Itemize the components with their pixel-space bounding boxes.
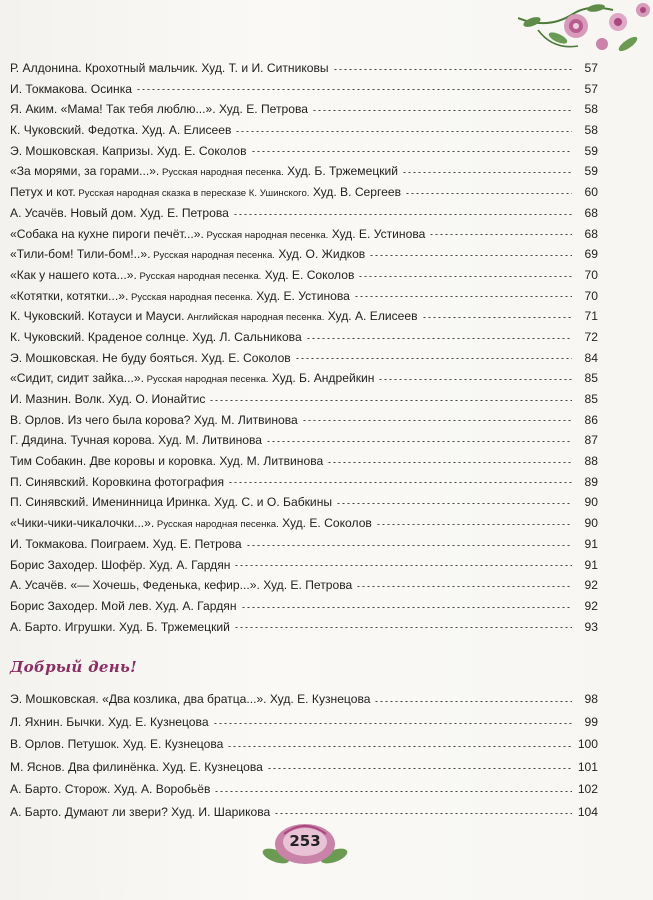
dot-leader	[354, 296, 572, 297]
toc-entry-genre: Русская народная сказка в пересказе К. Ушинского.	[75, 188, 310, 200]
toc-entry-page: 90	[584, 495, 598, 510]
page-number: 253	[289, 832, 321, 850]
toc-entry-page: 86	[584, 412, 598, 427]
toc-entry-page: 87	[584, 433, 598, 448]
toc-entry-title: «Собака на кухне пироги печёт...». Русская народная песенка. Худ. Е. Устинова	[10, 226, 426, 241]
toc-entry-title: Р. Алдонина. Крохотный мальчик. Худ. Т. и И. Ситниковы	[10, 61, 329, 75]
toc-entry-page: 93	[584, 619, 598, 634]
dot-leader	[234, 627, 572, 628]
toc-entry-page: 69	[584, 247, 598, 262]
toc-entry	[10, 430, 598, 451]
toc-entry-page: 68	[584, 205, 598, 220]
dot-leader	[246, 545, 572, 546]
toc-entry-genre: Русская народная песенка.	[154, 519, 279, 531]
toc-entry-page: 58	[584, 102, 598, 117]
toc-entry-page: 71	[584, 309, 598, 324]
toc-entry	[10, 596, 598, 617]
toc-entry-title: «За морями, за горами...». Русская народная песенка. Худ. Б. Тржемецкий	[10, 164, 399, 179]
toc-entry-title: «Как у нашего кота...». Русская народная песенка. Худ. Е. Соколов	[10, 267, 355, 282]
toc-entry-title: И. Токмакова. Поиграем. Худ. Е. Петрова	[10, 536, 242, 551]
dot-leader	[302, 420, 572, 421]
toc-entry-title: А. Барто. Думают ли звери? Худ. И. Шарикова	[10, 804, 271, 819]
toc-entry-title: А. Барто. Игрушки. Худ. Б. Тржемецкий	[10, 619, 230, 634]
toc-entry-page: 104	[577, 804, 598, 819]
dot-leader	[214, 791, 572, 792]
toc-entry	[10, 410, 598, 431]
toc-entry-page: 99	[584, 714, 598, 729]
toc-entry-title: А. Барто. Сторож. Худ. А. Воробьёв	[10, 782, 211, 796]
toc-entry-title: А. Усачёв. «— Хочешь, Феденька, кефир...». Худ. Е. Петрова	[10, 578, 353, 593]
toc-entry-page: 57	[584, 61, 598, 75]
dot-leader	[402, 172, 572, 173]
toc-entry-page: 101	[577, 759, 598, 774]
toc-entry-page: 60	[584, 185, 598, 200]
dot-leader	[274, 813, 572, 814]
toc-entry-title: И. Токмакова. Осинка	[10, 81, 132, 96]
toc-entry-title: К. Чуковский. Федотка. Худ. А. Елисеев	[10, 123, 232, 138]
toc-entry-title: К. Чуковский. Краденое солнце. Худ. Л. Сальникова	[10, 329, 302, 344]
toc-entry	[10, 203, 598, 224]
toc-entry-page: 70	[584, 288, 598, 303]
toc-entry	[10, 348, 598, 369]
dot-leader	[358, 276, 572, 277]
toc-entry-title: П. Синявский. Именинница Иринка. Худ. С. и О. Бабкины	[10, 495, 333, 510]
toc-entry	[10, 58, 598, 79]
toc-entry	[10, 306, 598, 327]
dot-leader	[429, 234, 572, 235]
toc-entry-genre: Русская народная песенка.	[136, 270, 262, 282]
dot-leader	[295, 358, 572, 359]
toc-entry-title: Тим Собакин. Две коровы и коровка. Худ. М. Литвинова	[10, 454, 324, 469]
toc-entry-page: 92	[584, 578, 598, 593]
dot-leader	[333, 69, 572, 70]
dot-leader	[228, 482, 572, 483]
dot-leader	[251, 151, 572, 152]
toc-entry	[10, 265, 598, 286]
toc-entry	[10, 79, 598, 100]
toc-entry-page: 58	[584, 123, 598, 138]
dot-leader	[136, 89, 572, 90]
toc-entry-page: 59	[584, 164, 598, 179]
toc-entry-page: 70	[584, 267, 598, 282]
toc-entry-title: Я. Аким. «Мама! Так тебя люблю...». Худ. Е. Петрова	[10, 102, 309, 117]
toc-entry-genre: Русская народная песенка.	[203, 229, 329, 241]
dot-leader	[356, 586, 572, 587]
dot-leader	[233, 214, 572, 215]
toc-entry	[10, 801, 598, 824]
toc-entry-title: Г. Дядина. Тучная корова. Худ. М. Литвинова	[10, 433, 263, 448]
dot-leader	[266, 441, 572, 442]
toc-entry	[10, 492, 598, 513]
toc-entry-genre: Русская народная песенка.	[159, 167, 284, 179]
toc-entry	[10, 778, 598, 801]
toc-entry	[10, 617, 598, 638]
toc-entry-page: 85	[584, 392, 598, 406]
toc-entry-page: 92	[584, 598, 598, 613]
dot-leader	[312, 110, 572, 111]
toc-entry	[10, 161, 598, 182]
toc-entry	[10, 286, 598, 307]
dot-leader	[235, 131, 572, 132]
toc-entry	[10, 244, 598, 265]
toc-entry-title: А. Усачёв. Новый дом. Худ. Е. Петрова	[10, 205, 229, 220]
dot-leader	[227, 746, 572, 747]
toc-entry-title: К. Чуковский. Котауси и Мауси. Английская народная песенка. Худ. А. Елисеев	[10, 309, 418, 324]
toc-entry	[10, 224, 598, 245]
toc-entry-title: И. Мазнин. Волк. Худ. О. Ионайтис	[10, 392, 206, 406]
toc-entry	[10, 451, 598, 472]
toc-entry	[10, 368, 598, 389]
toc-entry-title: Петух и кот. Русская народная сказка в пересказе К. Ушинского. Худ. В. Сергеев	[10, 185, 402, 200]
toc-entry-page: 57	[584, 81, 598, 96]
dot-leader	[267, 768, 572, 769]
table-of-contents	[10, 58, 598, 637]
dot-leader	[306, 338, 572, 339]
floral-corner-ornament	[518, 0, 653, 62]
toc-entry	[10, 99, 598, 120]
toc-entry-title: «Сидит, сидит зайка...». Русская народная песенка. Худ. Б. Андрейкин	[10, 371, 375, 386]
toc-entry-page: 72	[584, 329, 598, 344]
toc-entry-page: 100	[577, 737, 598, 751]
toc-entry	[10, 182, 598, 203]
toc-entry-title: «Котятки, котятки...». Русская народная песенка. Худ. Е. Устинова	[10, 288, 350, 303]
toc-entry-page: 91	[584, 557, 598, 572]
toc-entry-title: «Тили-бом! Тили-бом!..». Русская народная песенка. Худ. О. Жидков	[10, 247, 366, 262]
toc-entry-title: М. Яснов. Два филинёнка. Худ. Е. Кузнецова	[10, 759, 263, 774]
toc-entry-genre: Русская народная песенка.	[143, 374, 269, 386]
toc-entry	[10, 756, 598, 779]
toc-entry-page: 89	[584, 474, 598, 489]
dot-leader	[336, 503, 572, 504]
toc-entry-page: 102	[577, 782, 598, 796]
section-table-of-contents	[10, 688, 598, 823]
toc-entry-genre: Английская народная песенка.	[184, 312, 325, 324]
toc-entry-title: Э. Мошковская. Капризы. Худ. Е. Соколов	[10, 143, 247, 158]
toc-entry	[10, 575, 598, 596]
toc-entry	[10, 555, 598, 576]
dot-leader	[378, 379, 572, 380]
toc-entry-title: В. Орлов. Петушок. Худ. Е. Кузнецова	[10, 737, 224, 751]
dot-leader	[241, 607, 573, 608]
toc-entry	[10, 472, 598, 493]
dot-leader	[405, 193, 572, 194]
toc-entry-page: 59	[584, 143, 598, 158]
toc-entry-genre: Русская народная песенка.	[150, 250, 275, 262]
toc-entry	[10, 120, 598, 141]
toc-entry	[10, 513, 598, 534]
toc-entry-title: Борис Заходер. Мой лев. Худ. А. Гардян	[10, 598, 237, 613]
toc-entry	[10, 733, 598, 756]
section-heading: Добрый день!	[10, 658, 138, 676]
dot-leader	[422, 317, 572, 318]
dot-leader	[369, 255, 572, 256]
dot-leader	[213, 723, 572, 724]
toc-entry-title: П. Синявский. Коровкина фотография	[10, 474, 225, 489]
toc-entry	[10, 688, 598, 711]
toc-entry-title: В. Орлов. Из чего была корова? Худ. М. Литвинова	[10, 412, 298, 427]
toc-entry-title: Борис Заходер. Шофёр. Худ. А. Гардян	[10, 557, 231, 572]
toc-entry-title: Э. Мошковская. Не буду бояться. Худ. Е. Соколов	[10, 350, 291, 365]
toc-entry	[10, 327, 598, 348]
toc-entry-genre: Русская народная песенка.	[128, 291, 253, 303]
toc-entry	[10, 534, 598, 555]
toc-entry-page: 88	[584, 454, 598, 469]
toc-entry-page: 85	[584, 371, 598, 386]
toc-entry-page: 91	[584, 536, 598, 551]
toc-entry	[10, 141, 598, 162]
toc-entry-page: 98	[584, 692, 598, 706]
dot-leader	[374, 701, 572, 702]
toc-entry-title: Э. Мошковская. «Два козлика, два братца...». Худ. Е. Кузнецова	[10, 692, 371, 706]
dot-leader	[327, 462, 572, 463]
toc-entry-title: «Чики-чики-чикалочки...». Русская народная песенка. Худ. Е. Соколов	[10, 516, 372, 531]
toc-entry-page: 90	[584, 516, 598, 531]
toc-entry-page: 68	[584, 226, 598, 241]
dot-leader	[209, 400, 572, 401]
toc-entry-title: Л. Яхнин. Бычки. Худ. Е. Кузнецова	[10, 714, 209, 729]
dot-leader	[376, 524, 572, 525]
toc-entry	[10, 711, 598, 734]
toc-entry-page: 84	[584, 350, 598, 365]
toc-entry	[10, 389, 598, 410]
dot-leader	[234, 565, 572, 566]
